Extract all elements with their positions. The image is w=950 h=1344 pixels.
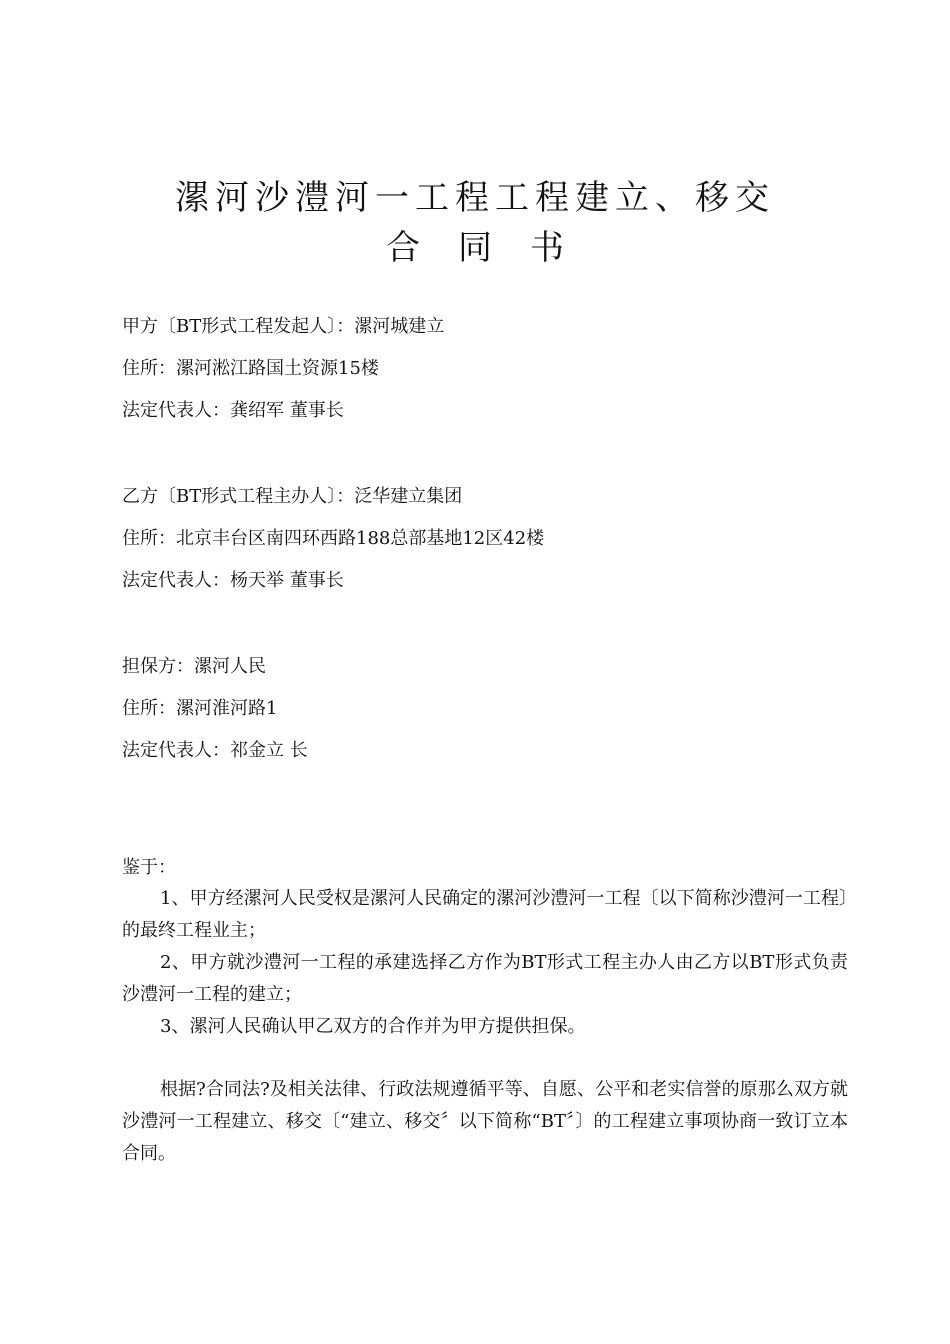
party-b-representative: 法定代表人：杨天举 董事长 [122,570,344,591]
party-a-address: 住所：漯河淞江路国土资源15楼 [122,358,379,379]
party-b-name: 乙方〔BT形式工程主办人〕：泛华建立集团 [122,486,463,507]
guarantor-name: 担保方：漯河人民 [122,656,266,677]
document-title-line1: 漯河沙澧河一工程工程建立、移交 [175,178,775,218]
whereas-item-3: 3、漯河人民确认甲乙双方的合作并为甲方提供担保。 [160,1016,586,1037]
guarantor-address: 住所：漯河淮河路1 [122,698,278,719]
party-b-address: 住所：北京丰台区南四环西路188总部基地12区42楼 [122,528,545,549]
document-title-line2: 合同书 [386,228,602,268]
whereas-heading: 鉴于： [122,857,176,878]
whereas-item-1: 1、甲方经漯河人民受权是漯河人民确定的漯河沙澧河一工程〔以下简称沙澧河一工程〕的最终工程业主； [122,888,848,941]
guarantor-representative: 法定代表人：祁金立 长 [122,740,308,761]
basis-paragraph: 根据?合同法?及相关法律、行政法规遵循平等、自愿、公平和老实信誉的原那么双方就沙澧河一工程建立、移交〔“建立、移交〞以下简称“BT〞〕的工程建立事项协商一致订立本合同。 [122,1079,848,1164]
whereas-item-2: 2、甲方就沙澧河一工程的承建选择乙方作为BT形式工程主办人由乙方以BT形式负责沙澧河一工程的建立； [122,952,848,1005]
party-a-name: 甲方〔BT形式工程发起人〕：漯河城建立 [122,316,445,337]
party-a-representative: 法定代表人：龚绍军 董事长 [122,400,344,421]
